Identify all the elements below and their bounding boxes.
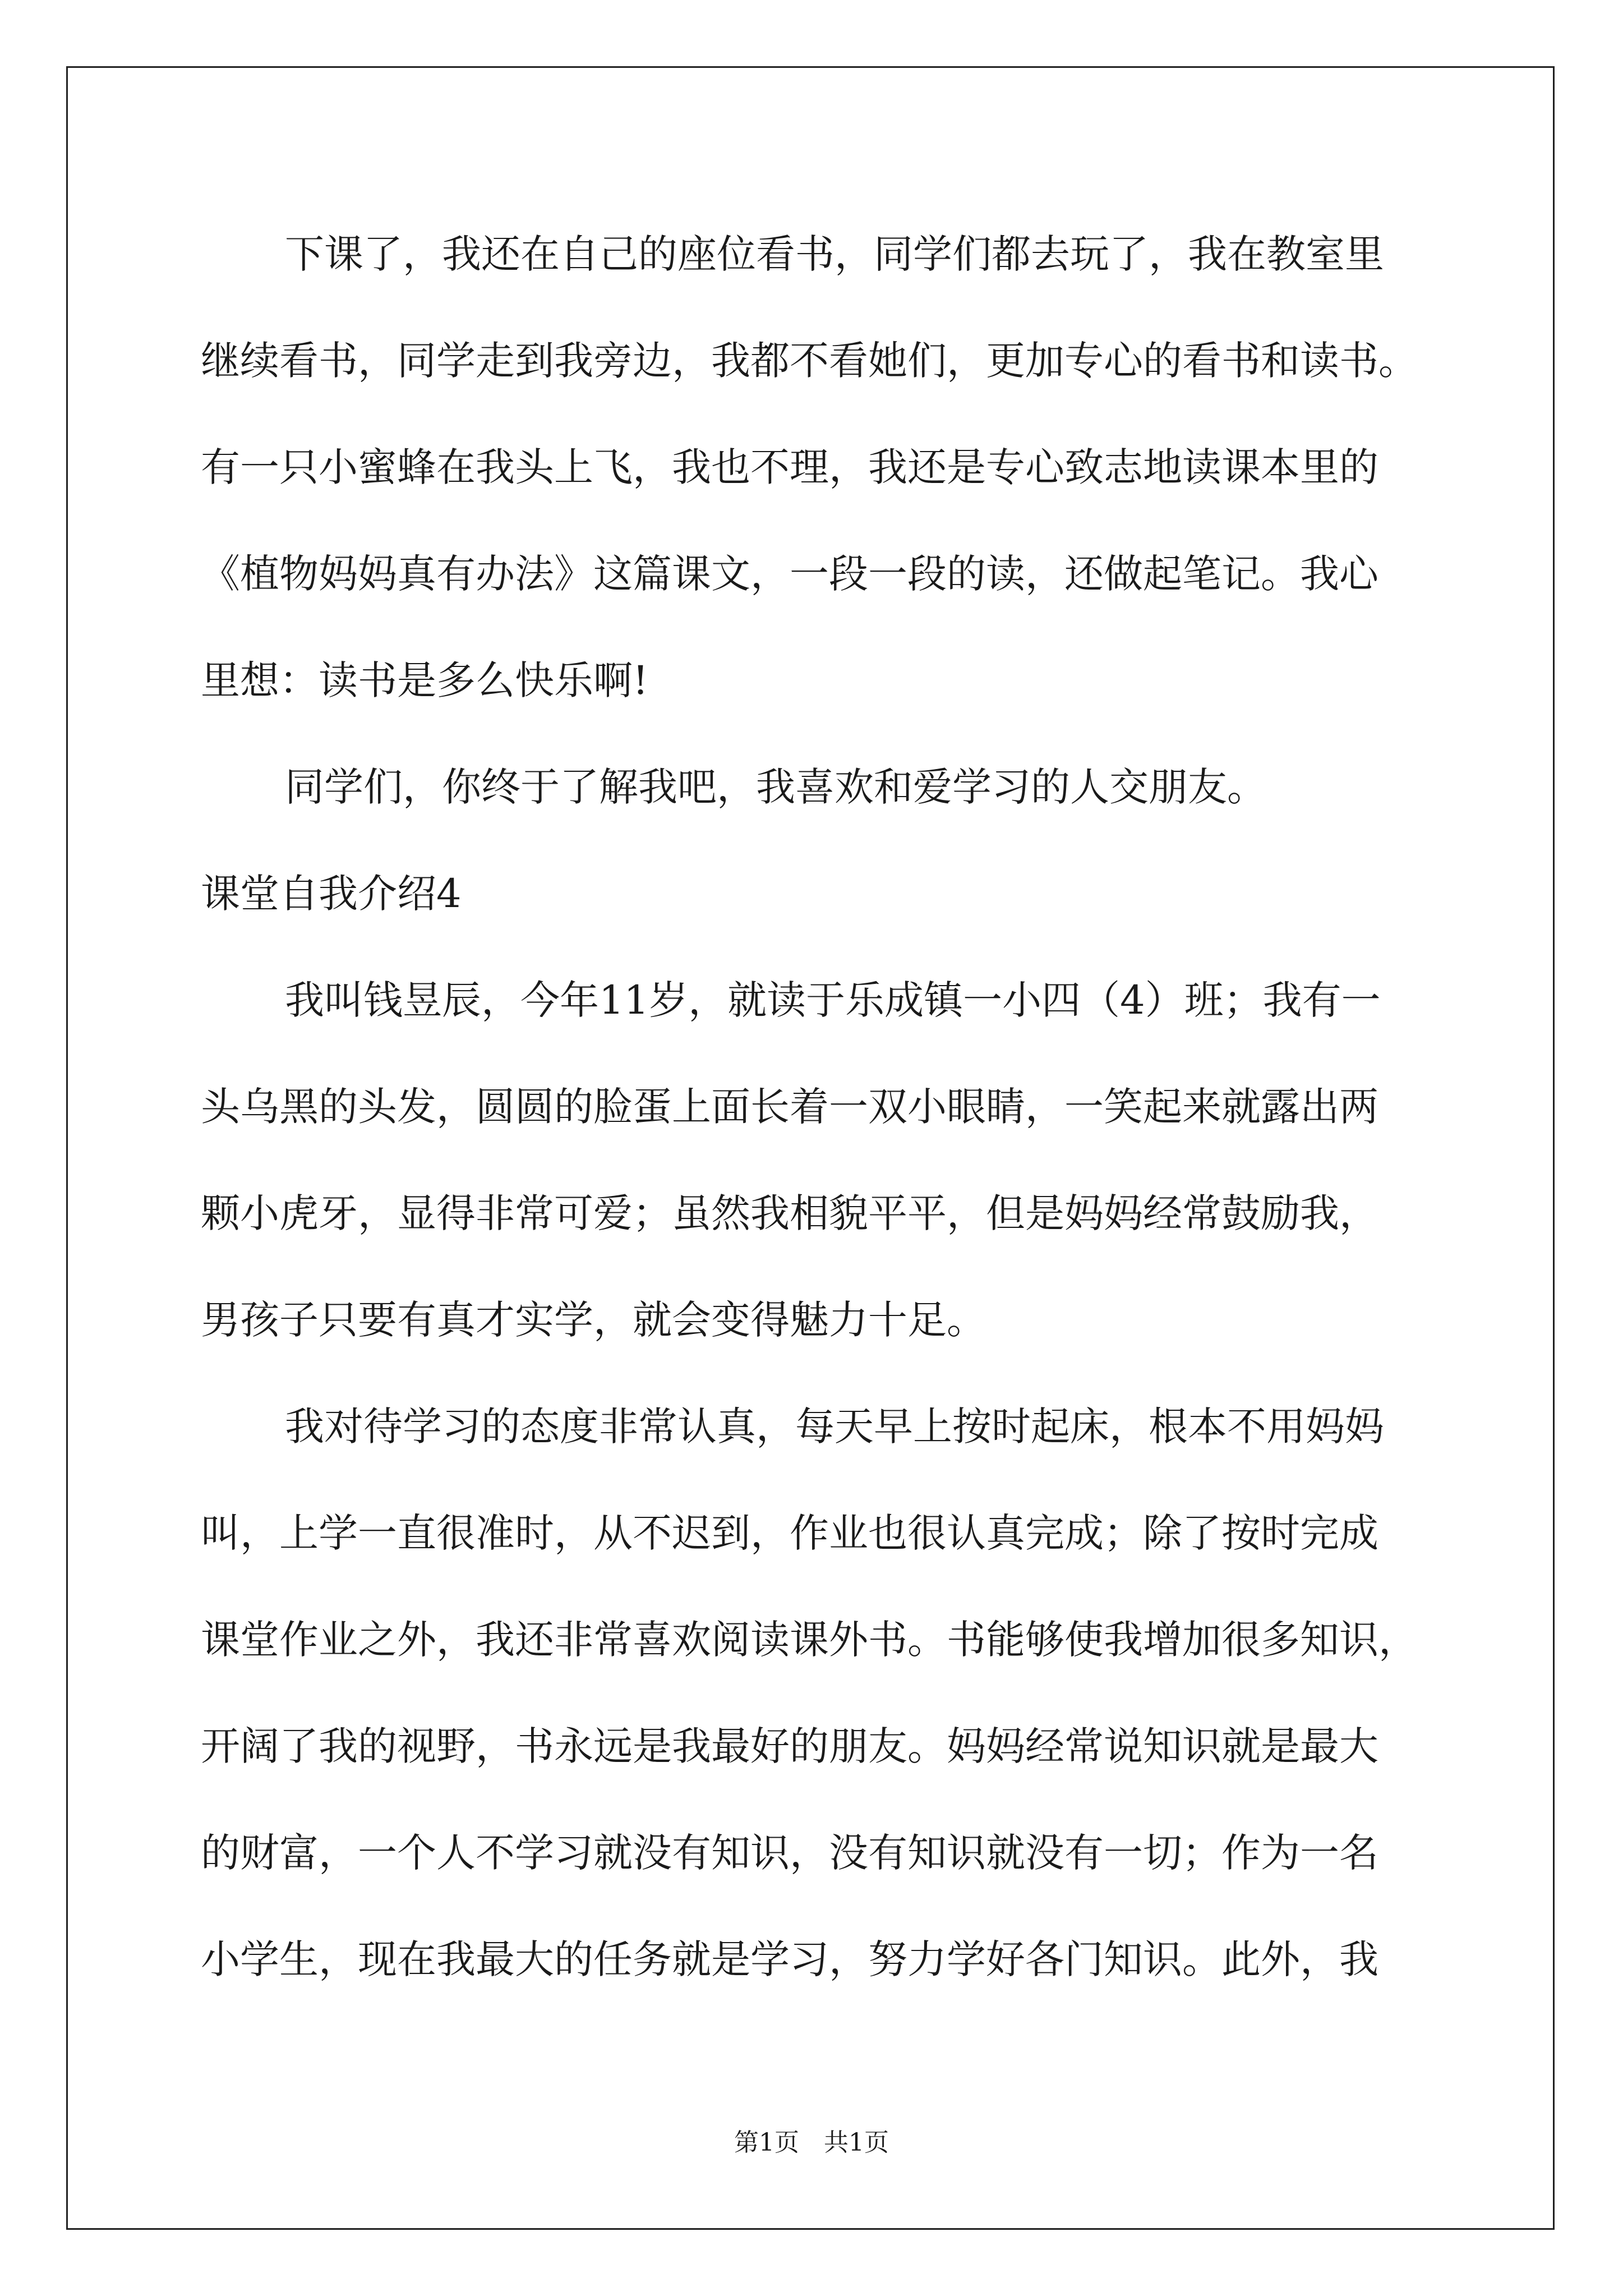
text-line: 里想：读书是多么快乐啊! xyxy=(201,657,649,703)
page-number-footer: 第1页 共1页 xyxy=(734,2128,889,2157)
text-line: 男孩子只要有真才实学，就会变得魅力十足。 xyxy=(201,1297,986,1343)
text-line: 我对待学习的态度非常认真，每天早上按时起床，根本不用妈妈 xyxy=(285,1404,1384,1450)
text-line: 《植物妈妈真有办法》这篇课文，一段一段的读，还做起笔记。我心 xyxy=(201,551,1378,597)
text-line: 继续看书，同学走到我旁边，我都不看她们，更加专心的看书和读书。 xyxy=(201,338,1418,384)
text-line: 头乌黑的头发，圆圆的脸蛋上面长着一双小眼睛，一笑起来就露出两 xyxy=(201,1084,1378,1130)
section-heading: 课堂自我介绍4 xyxy=(201,871,462,917)
text-line: 颗小虎牙，显得非常可爱；虽然我相貌平平，但是妈妈经常鼓励我， xyxy=(201,1190,1378,1236)
text-line: 开阔了我的视野，书永远是我最好的朋友。妈妈经常说知识就是最大 xyxy=(201,1723,1378,1769)
text-line: 有一只小蜜蜂在我头上飞，我也不理，我还是专心致志地读课本里的 xyxy=(201,444,1378,490)
text-line: 同学们，你终于了解我吧，我喜欢和爱学习的人交朋友。 xyxy=(285,764,1266,810)
document-body xyxy=(201,212,1435,2024)
text-line: 下课了，我还在自己的座位看书，同学们都去玩了，我在教室里 xyxy=(285,231,1384,277)
text-line: 课堂作业之外，我还非常喜欢阅读课外书。书能够使我增加很多知识， xyxy=(201,1617,1418,1663)
text-line: 我叫钱昱辰，今年11岁，就读于乐成镇一小四（4）班；我有一 xyxy=(285,977,1381,1023)
text-line: 的财富，一个人不学习就没有知识，没有知识就没有一切；作为一名 xyxy=(201,1830,1378,1876)
text-line: 小学生，现在我最大的任务就是学习，努力学好各门知识。此外，我 xyxy=(201,1936,1378,1982)
text-line: 叫，上学一直很准时，从不迟到，作业也很认真完成；除了按时完成 xyxy=(201,1510,1378,1556)
